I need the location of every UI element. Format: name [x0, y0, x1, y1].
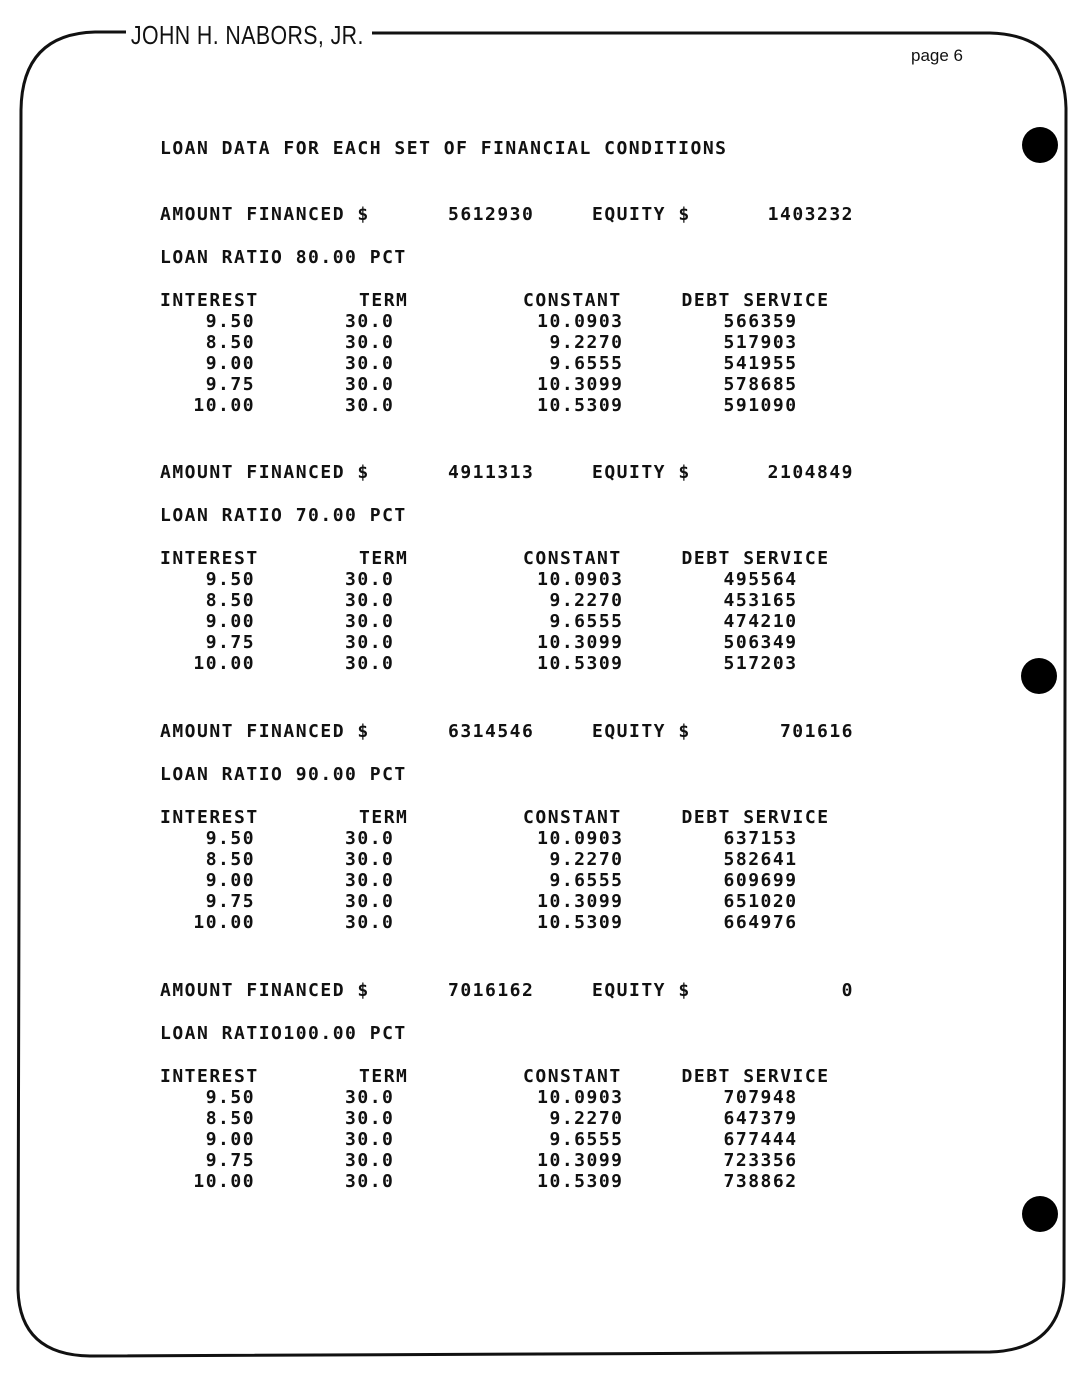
- term-cell: 30.0: [345, 870, 395, 891]
- term-cell: 30.0: [345, 332, 395, 353]
- constant-cell: 10.0903: [537, 828, 624, 849]
- loan-ratio: LOAN RATIO 90.00 PCT: [160, 764, 407, 785]
- table-row: [160, 1108, 880, 1129]
- debt-service-cell: 517903: [723, 332, 798, 353]
- term-cell: 30.0: [345, 828, 395, 849]
- term-cell: 30.0: [345, 891, 395, 912]
- term-cell: 30.0: [345, 590, 395, 611]
- amount-value: 5612930: [448, 204, 535, 225]
- debt-service-header: DEBT SERVICE: [681, 548, 830, 569]
- table-row: [160, 611, 880, 632]
- table-row: [160, 1150, 880, 1171]
- term-header: TERM: [359, 290, 409, 311]
- constant-cell: 10.5309: [537, 912, 624, 933]
- constant-header: CONSTANT: [523, 548, 622, 569]
- interest-cell: 9.75: [205, 1150, 256, 1171]
- constant-cell: 9.2270: [549, 332, 624, 353]
- equity-value: 0: [841, 980, 854, 1001]
- table-row: [160, 828, 880, 849]
- debt-service-cell: 474210: [723, 611, 798, 632]
- binder-hole-icon: [1022, 127, 1058, 163]
- equity-label: EQUITY $: [592, 721, 691, 742]
- interest-header: INTEREST: [160, 290, 259, 311]
- interest-cell: 10.00: [193, 1171, 256, 1192]
- table-header-row: [160, 1066, 880, 1087]
- debt-service-cell: 723356: [723, 1150, 798, 1171]
- loan-ratio: LOAN RATIO 80.00 PCT: [160, 247, 407, 268]
- loan-table: [160, 548, 880, 674]
- debt-service-header: DEBT SERVICE: [681, 1066, 830, 1087]
- interest-cell: 8.50: [205, 849, 256, 870]
- constant-cell: 9.2270: [549, 1108, 624, 1129]
- interest-cell: 8.50: [205, 1108, 256, 1129]
- term-header: TERM: [359, 548, 409, 569]
- page-number: page 6: [911, 46, 963, 65]
- equity-value: 1403232: [767, 204, 854, 225]
- interest-cell: 10.00: [193, 653, 256, 674]
- constant-cell: 9.6555: [549, 611, 624, 632]
- constant-cell: 9.6555: [549, 353, 624, 374]
- table-row: [160, 395, 880, 416]
- table-row: [160, 912, 880, 933]
- constant-cell: 10.3099: [537, 891, 624, 912]
- constant-header: CONSTANT: [523, 290, 622, 311]
- debt-service-header: DEBT SERVICE: [681, 290, 830, 311]
- table-row: [160, 590, 880, 611]
- loan-table: [160, 1066, 880, 1192]
- equity-label: EQUITY $: [592, 204, 691, 225]
- loan-table: [160, 290, 880, 416]
- debt-service-cell: 738862: [723, 1171, 798, 1192]
- table-header-row: [160, 807, 880, 828]
- equity-label: EQUITY $: [592, 980, 691, 1001]
- constant-cell: 10.3099: [537, 374, 624, 395]
- amount-label: AMOUNT FINANCED $: [160, 721, 370, 742]
- constant-cell: 10.5309: [537, 1171, 624, 1192]
- term-cell: 30.0: [345, 374, 395, 395]
- binder-hole-icon: [1021, 658, 1057, 694]
- term-cell: 30.0: [345, 569, 395, 590]
- debt-service-cell: 637153: [723, 828, 798, 849]
- debt-service-cell: 677444: [723, 1129, 798, 1150]
- constant-cell: 9.6555: [549, 1129, 624, 1150]
- term-cell: 30.0: [345, 849, 395, 870]
- constant-cell: 9.2270: [549, 849, 624, 870]
- constant-cell: 10.3099: [537, 632, 624, 653]
- debt-service-cell: 651020: [723, 891, 798, 912]
- debt-service-header: DEBT SERVICE: [681, 807, 830, 828]
- amount-value: 7016162: [448, 980, 535, 1001]
- debt-service-cell: 541955: [723, 353, 798, 374]
- table-header-row: [160, 290, 880, 311]
- debt-service-cell: 664976: [723, 912, 798, 933]
- amount-label: AMOUNT FINANCED $: [160, 462, 370, 483]
- debt-service-cell: 506349: [723, 632, 798, 653]
- interest-header: INTEREST: [160, 1066, 259, 1087]
- amount-value: 4911313: [448, 462, 535, 483]
- interest-cell: 9.75: [205, 891, 256, 912]
- interest-cell: 9.50: [205, 569, 256, 590]
- interest-cell: 9.75: [205, 374, 256, 395]
- constant-cell: 10.5309: [537, 653, 624, 674]
- table-row: [160, 891, 880, 912]
- amount-value: 6314546: [448, 721, 535, 742]
- interest-cell: 8.50: [205, 590, 256, 611]
- table-row: [160, 653, 880, 674]
- table-header-row: [160, 548, 880, 569]
- term-cell: 30.0: [345, 912, 395, 933]
- interest-cell: 8.50: [205, 332, 256, 353]
- loan-ratio: LOAN RATIO100.00 PCT: [160, 1023, 407, 1044]
- interest-cell: 10.00: [193, 912, 256, 933]
- loan-ratio: LOAN RATIO 70.00 PCT: [160, 505, 407, 526]
- letterhead-name: JOHN H. NABORS, JR.: [126, 20, 369, 51]
- constant-cell: 9.6555: [549, 870, 624, 891]
- term-cell: 30.0: [345, 1129, 395, 1150]
- table-row: [160, 1129, 880, 1150]
- interest-cell: 9.00: [205, 611, 256, 632]
- amount-label: AMOUNT FINANCED $: [160, 980, 370, 1001]
- debt-service-cell: 707948: [723, 1087, 798, 1108]
- amount-label: AMOUNT FINANCED $: [160, 204, 370, 225]
- constant-cell: 10.0903: [537, 1087, 624, 1108]
- report-title: LOAN DATA FOR EACH SET OF FINANCIAL CONDITIONS: [160, 138, 728, 159]
- term-cell: 30.0: [345, 1108, 395, 1129]
- interest-cell: 9.00: [205, 1129, 256, 1150]
- term-cell: 30.0: [345, 353, 395, 374]
- interest-cell: 10.00: [193, 395, 256, 416]
- table-row: [160, 1171, 880, 1192]
- debt-service-cell: 578685: [723, 374, 798, 395]
- table-row: [160, 849, 880, 870]
- amount-row: [160, 462, 880, 486]
- table-row: [160, 374, 880, 395]
- debt-service-cell: 495564: [723, 569, 798, 590]
- debt-service-cell: 453165: [723, 590, 798, 611]
- constant-cell: 10.0903: [537, 311, 624, 332]
- term-cell: 30.0: [345, 653, 395, 674]
- debt-service-cell: 591090: [723, 395, 798, 416]
- table-row: [160, 353, 880, 374]
- binder-hole-icon: [1022, 1196, 1058, 1232]
- constant-cell: 9.2270: [549, 590, 624, 611]
- debt-service-cell: 566359: [723, 311, 798, 332]
- table-row: [160, 569, 880, 590]
- debt-service-cell: 647379: [723, 1108, 798, 1129]
- debt-service-cell: 609699: [723, 870, 798, 891]
- constant-header: CONSTANT: [523, 807, 622, 828]
- term-cell: 30.0: [345, 1171, 395, 1192]
- amount-row: [160, 721, 880, 745]
- debt-service-cell: 517203: [723, 653, 798, 674]
- table-row: [160, 1087, 880, 1108]
- interest-cell: 9.00: [205, 353, 256, 374]
- equity-value: 2104849: [767, 462, 854, 483]
- term-cell: 30.0: [345, 611, 395, 632]
- debt-service-cell: 582641: [723, 849, 798, 870]
- constant-cell: 10.0903: [537, 569, 624, 590]
- term-cell: 30.0: [345, 311, 395, 332]
- term-cell: 30.0: [345, 632, 395, 653]
- interest-cell: 9.75: [205, 632, 256, 653]
- table-row: [160, 332, 880, 353]
- term-cell: 30.0: [345, 1150, 395, 1171]
- term-header: TERM: [359, 1066, 409, 1087]
- interest-header: INTEREST: [160, 548, 259, 569]
- table-row: [160, 632, 880, 653]
- interest-header: INTEREST: [160, 807, 259, 828]
- interest-cell: 9.00: [205, 870, 256, 891]
- table-row: [160, 870, 880, 891]
- amount-row: [160, 204, 880, 228]
- loan-table: [160, 807, 880, 933]
- constant-cell: 10.5309: [537, 395, 624, 416]
- interest-cell: 9.50: [205, 828, 256, 849]
- constant-header: CONSTANT: [523, 1066, 622, 1087]
- equity-label: EQUITY $: [592, 462, 691, 483]
- constant-cell: 10.3099: [537, 1150, 624, 1171]
- term-header: TERM: [359, 807, 409, 828]
- table-row: [160, 311, 880, 332]
- interest-cell: 9.50: [205, 1087, 256, 1108]
- amount-row: [160, 980, 880, 1004]
- equity-value: 701616: [779, 721, 854, 742]
- interest-cell: 9.50: [205, 311, 256, 332]
- term-cell: 30.0: [345, 1087, 395, 1108]
- term-cell: 30.0: [345, 395, 395, 416]
